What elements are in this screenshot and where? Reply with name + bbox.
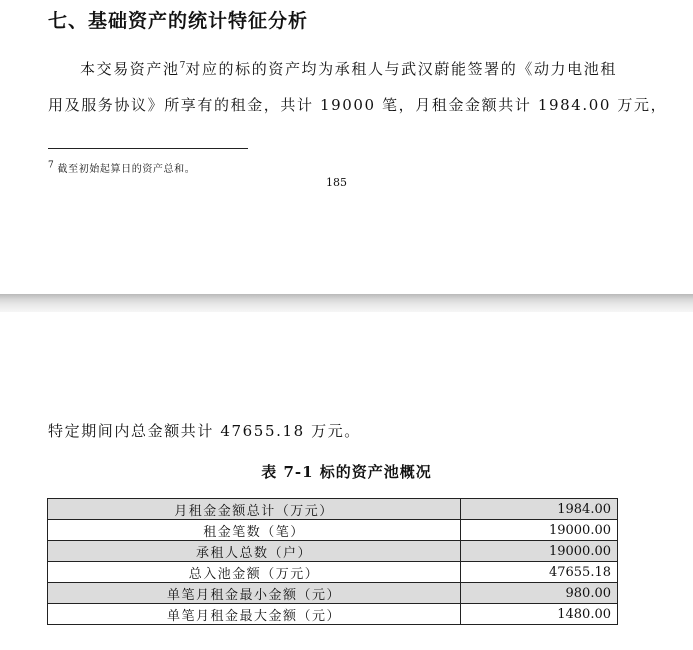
footnote-divider (48, 148, 248, 149)
row-value: 19000.00 (461, 520, 618, 541)
paragraph-line-2: 用及服务协议》所享有的租金，共计 19000 笔，月租金金额共计 1984.00 万元， (48, 96, 668, 114)
row-label: 月租金金额总计（万元） (48, 499, 461, 520)
table-row (48, 499, 618, 520)
row-label: 租金笔数（笔） (48, 520, 461, 541)
table-row (48, 604, 618, 625)
paragraph-text-continued: 对应的标的资产均为承租人与武汉蔚能签署的《动力电池租 (185, 60, 617, 78)
row-value: 1480.00 (461, 604, 618, 625)
table-row (48, 562, 618, 583)
page-number: 185 (326, 176, 347, 189)
table-title: 表 7-1 标的资产池概况 (261, 463, 432, 481)
row-value: 1984.00 (461, 499, 618, 520)
footnote-text: 截至初始起算日的资产总和。 (57, 164, 196, 175)
section-heading: 七、基础资产的统计特征分析 (48, 10, 309, 32)
asset-pool-table (47, 498, 618, 625)
paragraph-line-3: 特定期间内总金额共计 47655.18 万元。 (48, 422, 361, 440)
footnote-marker: 7 (48, 160, 54, 171)
paragraph-line-1 (80, 58, 617, 79)
row-value: 980.00 (461, 583, 618, 604)
table-row (48, 541, 618, 562)
row-label: 承租人总数（户） (48, 541, 461, 562)
document-page-top (0, 0, 693, 294)
row-label: 单笔月租金最小金额（元） (48, 583, 461, 604)
footnote (48, 160, 195, 175)
paragraph-text-start: 本交易资产池 (80, 60, 180, 78)
footnote-reference: 7 (179, 61, 186, 71)
row-label: 总入池金额（万元） (48, 562, 461, 583)
row-label: 单笔月租金最大金额（元） (48, 604, 461, 625)
row-value: 47655.18 (461, 562, 618, 583)
document-page-bottom (0, 312, 693, 650)
page-separator (0, 294, 693, 312)
row-value: 19000.00 (461, 541, 618, 562)
table-row (48, 583, 618, 604)
table-row (48, 520, 618, 541)
